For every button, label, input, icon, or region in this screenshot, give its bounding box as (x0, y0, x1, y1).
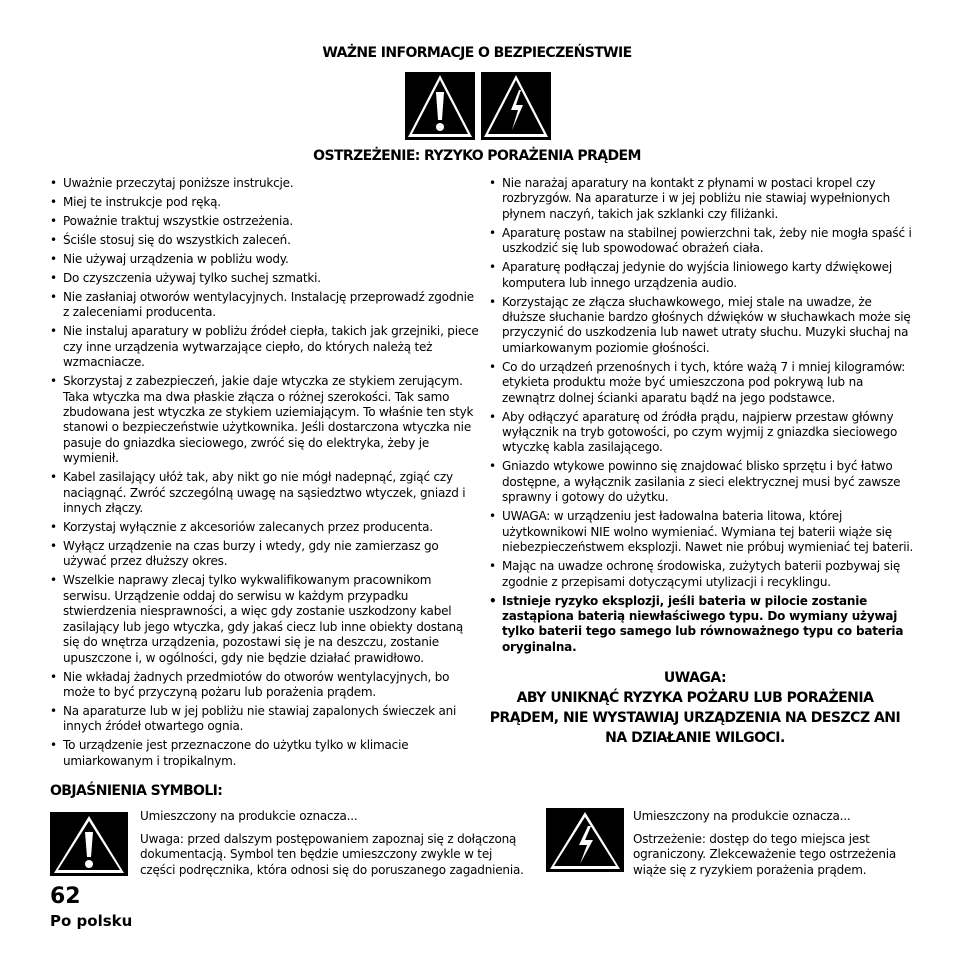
lightning-triangle-icon (546, 808, 624, 872)
list-item: • Aby odłączyć aparaturę od źródła prądu, najpierw przestaw główny wyłącznik na tryb gotowości, po czym wyjmij z gniazdka sieciowego wtyczkę kabla zasilającego. (489, 410, 917, 456)
list-item: • Do czyszczenia używaj tylko suchej szmatki. (50, 271, 482, 286)
symbol-intro: Umieszczony na produkcie oznacza... (140, 809, 358, 823)
list-item: • Aparaturę podłączaj jedynie do wyjścia liniowego karty dźwiękowej komputera lub innego urządzenia audio. (489, 260, 917, 291)
list-item: • Skorzystaj z zabezpieczeń, jakie daje wtyczka ze stykiem zerującym. Taka wtyczka ma dwa płaskie złącza o różnej szerokości. Tak samo zbudowana jest wtyczka ze stykiem uziemiającym. To właśnie ten styk stanowi o bezpieczeństwie użytkownika. Jeśli dostarczona wtyczka nie pasuje do gniazdka sieciowego, zwróć się do elektryka, żeby je wymienił. (50, 374, 482, 466)
warning-subtitle: OSTRZEŻENIE: RYZYKO PORAŻENIA PRĄDEM (313, 148, 641, 164)
list-item: • Nie narażaj aparatury na kontakt z płynami w postaci kropel czy rozbryzgów. Na aparaturze i w jej pobliżu nie stawiaj wypełnionych płynem naczyń, takich jak szklanki czy filiżanki. (489, 176, 917, 222)
lightning-triangle-icon (481, 72, 551, 140)
weather-warning-notice (480, 668, 910, 748)
list-item: • Nie wkładaj żadnych przedmiotów do otworów wentylacyjnych, bo może to być przyczyną pożaru lub porażenia prądem. (50, 670, 482, 701)
list-item: • Mając na uwadze ochronę środowiska, zużytych baterii pozbywaj się zgodnie z przepisami dotyczącymi utylizacji i recyklingu. (489, 559, 917, 590)
safety-list-left (50, 176, 482, 773)
list-item: • Korzystając ze złącza słuchawkowego, miej stale na uwadze, że dłuższe słuchanie bardzo głośnych dźwięków w słuchawkach może się przyczynić do uszkodzenia lub nawet utraty słuchu. Muzyki słuchaj na umiarkowanym poziomie głośności. (489, 295, 917, 357)
list-item: • Miej te instrukcje pod ręką. (50, 195, 482, 210)
exclamation-symbol-description (140, 809, 530, 885)
list-item: • Wyłącz urządzenie na czas burzy i wtedy, gdy nie zamierzasz go używać przez dłuższy okres. (50, 539, 482, 570)
list-item: • Wszelkie naprawy zlecaj tylko wykwalifikowanym pracownikom serwisu. Urządzenie oddaj do serwisu w każdym przypadku stwierdzenia niesprawności, a więc gdy zostanie uszkodzony kabel zasilający lub jego wtyczka, gdy jakaś ciecz lub inne obiekty dostaną się do wnętrza urządzenia, pozostawi się je na deszczu, zostanie upuszczone i, w ogólności, gdy nie będzie działać prawidłowo. (50, 573, 482, 665)
lightning-symbol-description (633, 809, 903, 885)
list-item: • Uważnie przeczytaj poniższe instrukcje. (50, 176, 482, 191)
exclamation-triangle-icon (50, 812, 128, 876)
list-item: • Na aparaturze lub w jej pobliżu nie stawiaj zapalonych świeczek ani innych źródeł otwartego ognia. (50, 704, 482, 735)
list-item: • Co do urządzeń przenośnych i tych, które ważą 7 i mniej kilogramów: etykieta produktu może być umieszczona pod pokrywą lub na zewnątrz dolnej ścianki aparatu bądź na jego podstawce. (489, 360, 917, 406)
page-title: WAŻNE INFORMACJE O BEZPIECZEŃSTWIE (322, 45, 632, 61)
list-item: • Nie instaluj aparatury w pobliżu źródeł ciepła, takich jak grzejniki, piece czy inne urządzenia wytwarzające ciepło, do których należą też wzmacniacze. (50, 324, 482, 370)
list-item: • Nie używaj urządzenia w pobliżu wody. (50, 252, 482, 267)
safety-list-right (489, 176, 917, 659)
list-item: • Aparaturę postaw na stabilnej powierzchni tak, żeby nie mogła spaść i uszkodzić się lub spowodować obrażeń ciała. (489, 226, 917, 257)
list-item: • To urządzenie jest przeznaczone do użytku tylko w klimacie umiarkowanym i tropikalnym. (50, 738, 482, 769)
list-item: • Poważnie traktuj wszystkie ostrzeżenia. (50, 214, 482, 229)
list-item: • UWAGA: w urządzeniu jest ładowalna bateria litowa, której użytkownikowi NIE wolno wymieniać. Wymiana tej baterii wiąże się niebezpieczeństwem eksplozji. Nawet nie próbuj wymieniać tej baterii. (489, 509, 917, 555)
symbols-heading: OBJAŚNIENIA SYMBOLI: (50, 783, 223, 799)
list-item: • Ściśle stosuj się do wszystkich zaleceń. (50, 233, 482, 248)
page-number: 62 (50, 884, 81, 909)
symbol-intro: Umieszczony na produkcie oznacza... (633, 809, 851, 823)
list-item: • Gniazdo wtykowe powinno się znajdować blisko sprzętu i być łatwo dostępne, a wyłącznik zasilania z sieci elektrycznej musi być zawsze sprawny i gotowy do użytku. (489, 459, 917, 505)
notice-heading: UWAGA: (663, 670, 727, 686)
list-item: • Korzystaj wyłącznie z akcesoriów zalecanych przez producenta. (50, 520, 482, 535)
exclamation-triangle-icon (405, 72, 475, 140)
notice-body: ABY UNIKNĄĆ RYZYKA POŻARU LUB PORAŻENIA PRĄDEM, NIE WYSTAWIAJ URZĄDZENIA NA DESZCZ ANI NA DZIAŁANIE WILGOCI. (489, 690, 901, 746)
symbol-text: Ostrzeżenie: dostęp do tego miejsca jest ograniczony. Zlekceważenie tego ostrzeżenia wiąże się z ryzykiem porażenia prądem. (633, 831, 897, 877)
warning-icons (405, 72, 551, 140)
list-item: • Nie zasłaniaj otworów wentylacyjnych. Instalację przeprowadź zgodnie z zaleceniami producenta. (50, 290, 482, 321)
language-label: Po polsku (50, 912, 133, 930)
symbol-text: Uwaga: przed dalszym postępowaniem zapoznaj się z dołączoną dokumentacją. Symbol ten będzie umieszczony zwykle w tej części podręcznika, która odnosi się do poruszanego zagadnienia. (140, 831, 524, 877)
list-item: • Kabel zasilający ułóż tak, aby nikt go nie mógł nadepnąć, zgiąć czy naciągnąć. Zwróć szczególną uwagę na sąsiedztwo wtyczek, gniazd i innych złączy. (50, 470, 482, 516)
battery-warning-item: • Istnieje ryzyko eksplozji, jeśli bateria w pilocie zostanie zastąpiona baterią niewłaściwego typu. Do wymiany używaj tylko baterii tego samego lub równoważnego typu co bateria oryginalna. (489, 594, 917, 656)
